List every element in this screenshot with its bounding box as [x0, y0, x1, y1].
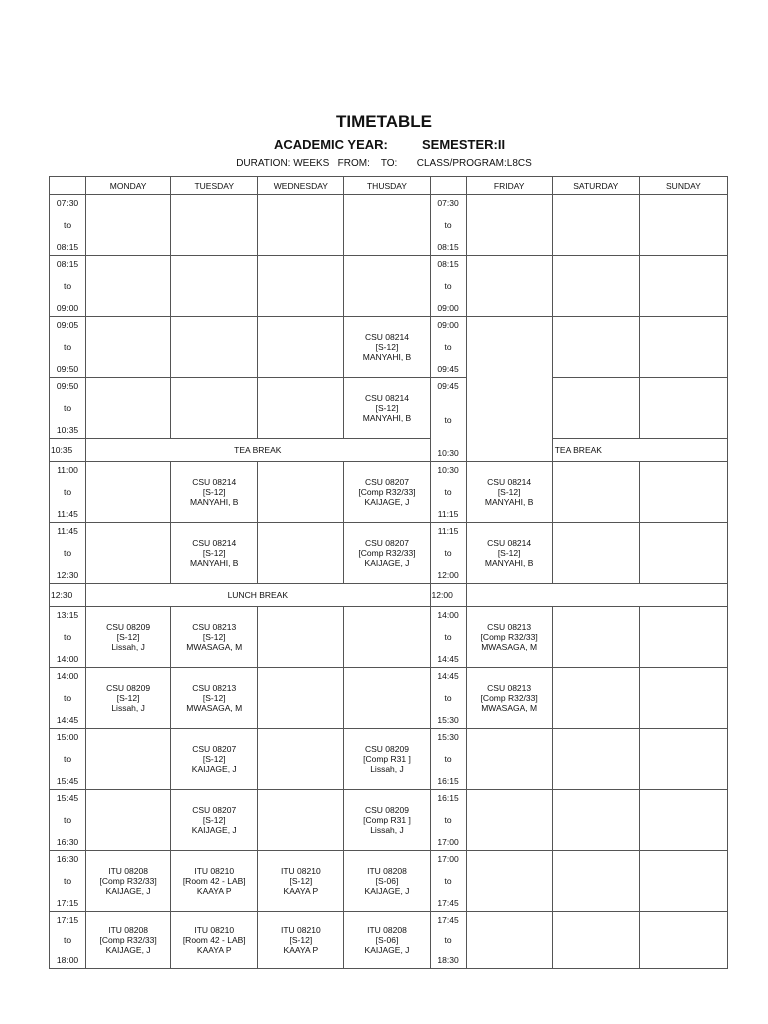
time-text: 09:45 [437, 381, 459, 391]
course-entry: CSU 08214 [S-12] MANYAHI, B [362, 393, 412, 423]
cell-sun [639, 378, 727, 439]
cell-sat [552, 317, 639, 378]
time-text: 11:15 [437, 509, 459, 519]
cell-sat [552, 195, 639, 256]
cell-wed [258, 668, 344, 729]
cell-wed [258, 523, 344, 584]
time-text: to [63, 935, 72, 945]
time-slot [50, 378, 86, 439]
time-text: 08:15 [437, 259, 459, 269]
academic-year-label: ACADEMIC YEAR: [274, 137, 388, 152]
time-text: 14:45 [437, 671, 459, 681]
page-title: TIMETABLE [335, 112, 432, 131]
cell-thu [344, 256, 430, 317]
col-header-monday: MONDAY [86, 177, 171, 195]
time-text: 12:30 [56, 570, 79, 580]
time-text: 17:15 [56, 898, 79, 908]
course-entry: CSU 08214 [S-12] MANYAHI, B [189, 538, 239, 568]
time-slot [50, 523, 86, 584]
cell-thu [344, 378, 430, 439]
timetable-grid [49, 176, 728, 969]
cell-fri [466, 851, 552, 912]
cell-tue [171, 607, 258, 668]
cell-fri [466, 317, 552, 462]
time-text: 13:15 [56, 610, 79, 620]
time-slot [50, 729, 86, 790]
time-slot [430, 790, 466, 851]
col-header-saturday: SATURDAY [552, 177, 639, 195]
time-text: 14:45 [437, 654, 459, 664]
time-slot [430, 256, 466, 317]
time-text: to [63, 693, 72, 703]
course-entry: CSU 08213 [Comp R32/33] MWASAGA, M [480, 683, 538, 713]
cell-tue [171, 912, 258, 969]
course-entry: CSU 08207 [Comp R32/33] KAIJAGE, J [358, 538, 416, 568]
semester-label: SEMESTER:II [422, 137, 506, 152]
time-text: to [63, 754, 72, 764]
time-text: 09:05 [56, 320, 79, 330]
cell-sun [639, 256, 727, 317]
duration-info: DURATION: WEEKS FROM: TO: CLASS/PROGRAM:L8CS [236, 158, 532, 169]
time-text: to [444, 414, 452, 425]
cell-sat [552, 462, 639, 523]
time-slot [50, 851, 86, 912]
time-text: to [444, 876, 452, 886]
cell-fri [466, 462, 552, 523]
cell-thu [344, 317, 430, 378]
time-slot [430, 523, 466, 584]
time-slot [430, 912, 466, 969]
subtitle-row [0, 137, 768, 153]
time-text: 17:00 [437, 854, 459, 864]
time-text: 14:45 [56, 715, 79, 725]
time-text: 11:45 [57, 509, 78, 519]
cell-thu [344, 607, 430, 668]
cell-wed [258, 462, 344, 523]
cell-sat [552, 912, 639, 969]
course-entry: CSU 08214 [S-12] MANYAHI, B [484, 538, 534, 568]
time-text: 09:50 [56, 364, 79, 374]
cell-thu [344, 912, 430, 969]
time-text: 14:00 [56, 671, 79, 681]
cell-tue [171, 256, 258, 317]
table-row [50, 851, 728, 912]
time-text: 07:30 [56, 198, 79, 208]
time-text: 09:00 [437, 303, 459, 313]
course-entry: CSU 08214 [S-12] MANYAHI, B [484, 477, 534, 507]
time-text: 16:30 [56, 837, 79, 847]
table-row [50, 523, 728, 584]
time-text: to [444, 935, 452, 945]
table-row [50, 668, 728, 729]
cell-thu [344, 790, 430, 851]
cell-sat [552, 523, 639, 584]
time-slot [50, 912, 86, 969]
cell-thu [344, 729, 430, 790]
tea-break-label-right: TEA BREAK [552, 439, 727, 462]
time-slot [430, 317, 466, 378]
course-entry: CSU 08213 [Comp R32/33] MWASAGA, M [480, 622, 538, 652]
col-header-sunday: SUNDAY [639, 177, 727, 195]
cell-tue [171, 462, 258, 523]
time-text: to [63, 487, 72, 497]
cell-thu [344, 523, 430, 584]
time-slot [50, 462, 86, 523]
time-text: 09:50 [56, 381, 79, 391]
time-text: to [63, 220, 72, 230]
course-entry: CSU 08214 [S-12] MANYAHI, B [189, 477, 239, 507]
time-text: 11:00 [57, 465, 78, 475]
cell-wed [258, 256, 344, 317]
cell-tue [171, 195, 258, 256]
time-slot [430, 195, 466, 256]
course-entry: CSU 08209 [Comp R31 ] Lissah, J [363, 805, 411, 835]
cell-mon [86, 607, 171, 668]
time-slot [430, 462, 466, 523]
time-slot [430, 607, 466, 668]
time-text: 17:45 [437, 898, 459, 908]
table-row [50, 378, 728, 439]
cell-mon [86, 317, 171, 378]
cell-thu [344, 195, 430, 256]
course-entry: ITU 08210 [S-12] KAAYA P [281, 866, 321, 896]
table-row [50, 790, 728, 851]
col-header-tuesday: TUESDAY [171, 177, 258, 195]
cell-fri [466, 912, 552, 969]
lunch-break-time: 12:30 [50, 584, 86, 607]
table-row [50, 607, 728, 668]
time-text: 07:30 [437, 198, 459, 208]
time-text: to [444, 693, 452, 703]
cell-fri [466, 256, 552, 317]
cell-sun [639, 523, 727, 584]
cell-mon [86, 256, 171, 317]
cell-sat [552, 729, 639, 790]
course-entry: CSU 08207 [S-12] KAIJAGE, J [191, 805, 237, 835]
cell-sat [552, 851, 639, 912]
time-slot [50, 317, 86, 378]
cell-mon [86, 668, 171, 729]
time-text: 08:15 [56, 259, 79, 269]
time-slot [50, 668, 86, 729]
time-slot [50, 256, 86, 317]
cell-wed [258, 912, 344, 969]
table-row [50, 256, 728, 317]
cell-mon [86, 851, 171, 912]
cell-wed [258, 607, 344, 668]
time-text: 17:00 [437, 837, 459, 847]
lunch-break-time2: 12:00 [430, 584, 466, 607]
time-text: 15:00 [56, 732, 79, 742]
cell-sun [639, 790, 727, 851]
time-text: 15:30 [437, 715, 459, 725]
cell-sun [639, 607, 727, 668]
time-text: 14:00 [56, 654, 79, 664]
time-text: 18:30 [437, 955, 459, 965]
course-entry: CSU 08209 [S-12] Lissah, J [106, 622, 151, 652]
cell-wed [258, 790, 344, 851]
cell-mon [86, 912, 171, 969]
cell-sat [552, 256, 639, 317]
col-header-time2 [430, 177, 466, 195]
time-text: to [63, 548, 72, 558]
tea-break-row [50, 439, 728, 462]
course-entry: ITU 08208 [S-06] KAIJAGE, J [364, 866, 410, 896]
course-entry: CSU 08209 [S-12] Lissah, J [106, 683, 151, 713]
cell-sun [639, 668, 727, 729]
time-text: to [444, 632, 452, 642]
cell-tue [171, 378, 258, 439]
time-text: 17:15 [56, 915, 79, 925]
course-entry: CSU 08214 [S-12] MANYAHI, B [362, 332, 412, 362]
cell-mon [86, 729, 171, 790]
time-text: to [444, 342, 452, 352]
lunch-break-label: LUNCH BREAK [86, 584, 431, 607]
cell-sun [639, 912, 727, 969]
course-entry: ITU 08210 [S-12] KAAYA P [281, 925, 321, 955]
cell-tue [171, 790, 258, 851]
cell-sun [639, 851, 727, 912]
time-text: 15:45 [56, 793, 79, 803]
table-row [50, 912, 728, 969]
time-text: 16:30 [56, 854, 79, 864]
course-entry: CSU 08213 [S-12] MWASAGA, M [186, 683, 243, 713]
cell-tue [171, 668, 258, 729]
time-text: 15:30 [437, 732, 459, 742]
cell-sun [639, 317, 727, 378]
cell-sat [552, 790, 639, 851]
time-text: 10:30 [437, 465, 459, 475]
time-text: to [444, 548, 452, 558]
col-header-time [50, 177, 86, 195]
cell-wed [258, 729, 344, 790]
table-row [50, 317, 728, 378]
time-slot [50, 195, 86, 256]
time-text: 16:15 [437, 793, 459, 803]
course-entry: ITU 08210 [Room 42 - LAB] KAAYA P [182, 866, 246, 896]
cell-mon [86, 790, 171, 851]
time-text: 08:15 [56, 242, 79, 252]
time-text: to [444, 220, 452, 230]
cell-thu [344, 462, 430, 523]
time-text: 16:15 [437, 776, 459, 786]
course-entry: CSU 08207 [Comp R32/33] KAIJAGE, J [358, 477, 416, 507]
time-text: to [63, 876, 72, 886]
cell-tue [171, 729, 258, 790]
col-header-thursday: THUSDAY [344, 177, 430, 195]
lunch-break-row [50, 584, 728, 607]
time-text: to [444, 815, 452, 825]
cell-thu [344, 668, 430, 729]
course-entry: ITU 08208 [Comp R32/33] KAIJAGE, J [99, 866, 157, 896]
time-text: 11:15 [437, 526, 459, 536]
time-text: 18:00 [56, 955, 79, 965]
cell-fri [466, 668, 552, 729]
cell-fri [466, 607, 552, 668]
time-slot [50, 790, 86, 851]
cell-fri [466, 195, 552, 256]
time-text: 09:00 [56, 303, 79, 313]
time-text: to [444, 281, 452, 291]
col-header-wednesday: WEDNESDAY [258, 177, 344, 195]
tea-break-time: 10:35 [50, 439, 86, 462]
time-text: to [63, 632, 72, 642]
course-entry: ITU 08208 [Comp R32/33] KAIJAGE, J [99, 925, 157, 955]
cell-sun [639, 195, 727, 256]
cell-fri [466, 523, 552, 584]
time-slot [430, 378, 466, 462]
cell-fri [466, 790, 552, 851]
cell-tue [171, 851, 258, 912]
cell-thu [344, 851, 430, 912]
cell-tue [171, 523, 258, 584]
time-text: to [444, 487, 452, 497]
time-text: 12:00 [437, 570, 459, 580]
cell-wed [258, 195, 344, 256]
course-entry: CSU 08209 [Comp R31 ] Lissah, J [363, 744, 411, 774]
time-text: 14:00 [437, 610, 459, 620]
table-row [50, 729, 728, 790]
time-text: to [63, 815, 72, 825]
time-slot [50, 607, 86, 668]
course-entry: ITU 08208 [S-06] KAIJAGE, J [364, 925, 410, 955]
cell-wed [258, 851, 344, 912]
time-text: to [63, 403, 72, 413]
cell-sat [552, 668, 639, 729]
col-header-friday: FRIDAY [466, 177, 552, 195]
course-entry: ITU 08210 [Room 42 - LAB] KAAYA P [182, 925, 246, 955]
course-entry: CSU 08213 [S-12] MWASAGA, M [186, 622, 243, 652]
time-slot [430, 668, 466, 729]
time-text: 11:45 [57, 526, 78, 536]
course-entry: CSU 08207 [S-12] KAIJAGE, J [191, 744, 237, 774]
time-text: to [444, 754, 452, 764]
time-text: 08:15 [437, 242, 459, 252]
tea-break-label: TEA BREAK [86, 439, 431, 462]
time-slot [430, 851, 466, 912]
cell-wed [258, 317, 344, 378]
time-text: 09:45 [437, 364, 459, 374]
cell-sat [552, 378, 639, 439]
cell-mon [86, 462, 171, 523]
time-slot [430, 729, 466, 790]
cell-sun [639, 462, 727, 523]
header-row [50, 177, 728, 195]
time-text: 15:45 [56, 776, 79, 786]
cell-sun [639, 729, 727, 790]
cell-mon [86, 378, 171, 439]
time-text: 17:45 [437, 915, 459, 925]
cell-tue [171, 317, 258, 378]
time-text: 09:00 [437, 320, 459, 330]
cell-fri [466, 729, 552, 790]
table-row [50, 462, 728, 523]
time-text: 10:30 [437, 448, 459, 458]
time-text: to [63, 342, 72, 352]
cell-mon [86, 195, 171, 256]
time-text: to [63, 281, 72, 291]
cell-wed [258, 378, 344, 439]
lunch-break-empty [466, 584, 727, 607]
table-row [50, 195, 728, 256]
time-text: 10:35 [56, 425, 79, 435]
cell-mon [86, 523, 171, 584]
cell-sat [552, 607, 639, 668]
